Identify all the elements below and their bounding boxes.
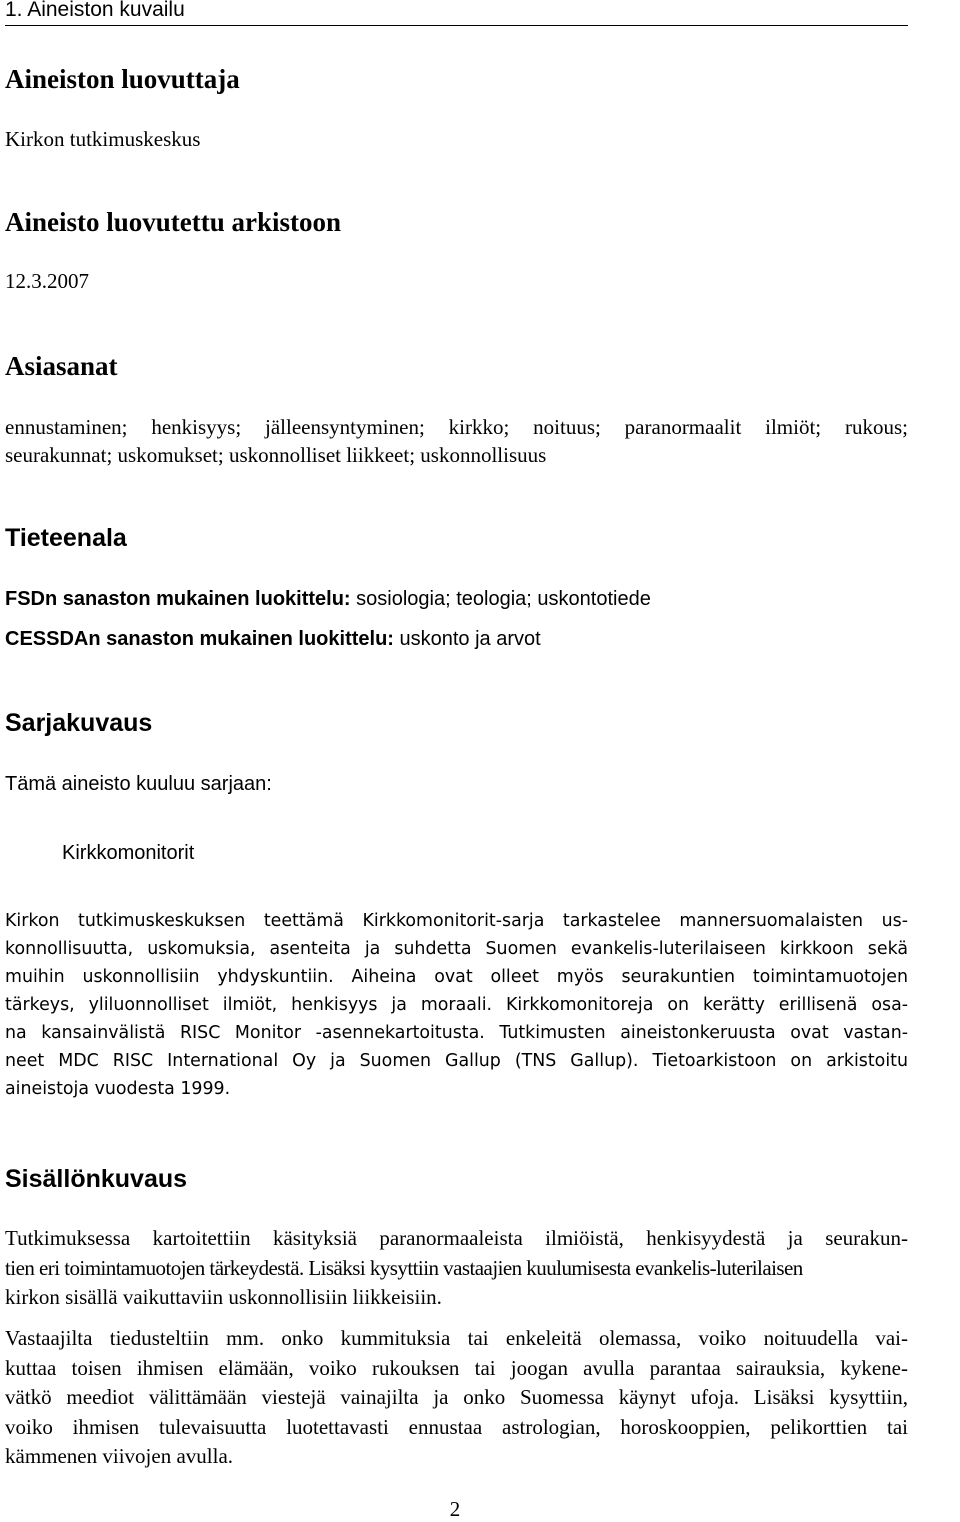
cessda-classification — [5, 625, 541, 653]
heading-sisallonkuvaus: Sisällönkuvaus — [5, 1165, 188, 1193]
paragraph-line: Tutkimuksessa kartoitettiin käsityksiä paranormaaleista ilmiöistä, henkisyydestä ja seurakun- — [5, 1226, 908, 1250]
fsd-value: sosiologia; teologia; uskontotiede — [350, 588, 651, 610]
heading-luovuttaja: Aineiston luovuttaja — [5, 64, 240, 94]
arkisto-date: 12.3.2007 — [5, 269, 89, 293]
paragraph-line: Kirkon tutkimuskeskuksen teettämä Kirkkomonitorit-sarja tarkastelee mannersuomalaisten us- — [5, 911, 908, 931]
content-paragraph-2 — [5, 1324, 908, 1472]
paragraph-line: tärkeys, yliluonnolliset ilmiöt, henkisyys ja moraali. Kirkkomonitoreja on kerätty erillisenä osa- — [5, 995, 908, 1015]
paragraph-line: kirkon sisällä vaikuttaviin uskonnollisiin liikkeisiin. — [5, 1285, 442, 1309]
heading-asiasanat: Asiasanat — [5, 351, 118, 381]
series-intro: Tämä aineisto kuuluu sarjaan: — [5, 773, 272, 795]
paragraph-line: voiko ihmisen tulevaisuutta luotettavasti ennustaa astrologian, horoskooppien, pelikorttien tai — [5, 1414, 908, 1439]
keywords-line: seurakunnat; uskomukset; uskonnolliset liikkeet; uskonnollisuus — [5, 443, 547, 467]
paragraph-line: neet MDC RISC International Oy ja Suomen Gallup (TNS Gallup). Tietoarkistoon on arkistoitu — [5, 1051, 908, 1071]
fsd-classification — [5, 585, 651, 613]
section-header: 1. Aineiston kuvailu — [5, 0, 185, 21]
paragraph-line: muihin uskonnollisiin yhdyskuntiin. Aiheina ovat olleet myös seurakuntien toimintamuotojen — [5, 967, 908, 987]
heading-tieteenala: Tieteenala — [5, 524, 127, 552]
paragraph-line: konnollisuutta, uskomuksia, asenteita ja suhdetta Suomen evankelis-luterilaiseen kirkkoon sekä — [5, 939, 908, 959]
paragraph-line: Vastaajilta tiedusteltiin mm. onko kummituksia tai enkeleitä olemassa, voiko noituudella vai- — [5, 1326, 908, 1350]
paragraph-line: tien eri toimintamuotojen tärkeydestä. Lisäksi kysyttiin vastaajien kuulumisesta evankelis-luterilaisen — [5, 1255, 803, 1280]
heading-sarjakuvaus: Sarjakuvaus — [5, 709, 153, 737]
cessda-label: CESSDAn sanaston mukainen luokittelu: — [5, 628, 394, 650]
paragraph-line: kämmenen viivojen avulla. — [5, 1444, 234, 1468]
page-number: 2 — [449, 1497, 461, 1521]
asiasanat-keywords — [5, 413, 908, 469]
cessda-value: uskonto ja arvot — [393, 628, 541, 650]
luovuttaja-value: Kirkon tutkimuskeskus — [5, 127, 201, 151]
keywords-line: ennustaminen; henkisyys; jälleensyntyminen; kirkko; noituus; paranormaalit ilmiöt; rukous; — [5, 415, 908, 439]
header-rule — [5, 25, 908, 26]
heading-arkisto: Aineisto luovutettu arkistoon — [5, 207, 342, 237]
content-paragraph-1 — [5, 1224, 908, 1313]
paragraph-line: aineistoja vuodesta 1999. — [5, 1079, 231, 1099]
paragraph-line: vätkö meediot välittämään viestejä vainajilta ja onko Suomessa käynyt ufoja. Lisäksi kysyttiin, — [5, 1385, 908, 1409]
fsd-label: FSDn sanaston mukainen luokittelu: — [5, 588, 351, 610]
paragraph-line: kuttaa toisen ihmisen elämään, voiko rukouksen tai joogan avulla parantaa sairauksia, kykene- — [5, 1355, 908, 1380]
paragraph-line: na kansainvälistä RISC Monitor -asennekartoitusta. Tutkimusten aineistonkeruusta ovat vastan- — [5, 1023, 908, 1043]
series-description — [5, 907, 908, 1103]
series-name: Kirkkomonitorit — [62, 842, 195, 864]
